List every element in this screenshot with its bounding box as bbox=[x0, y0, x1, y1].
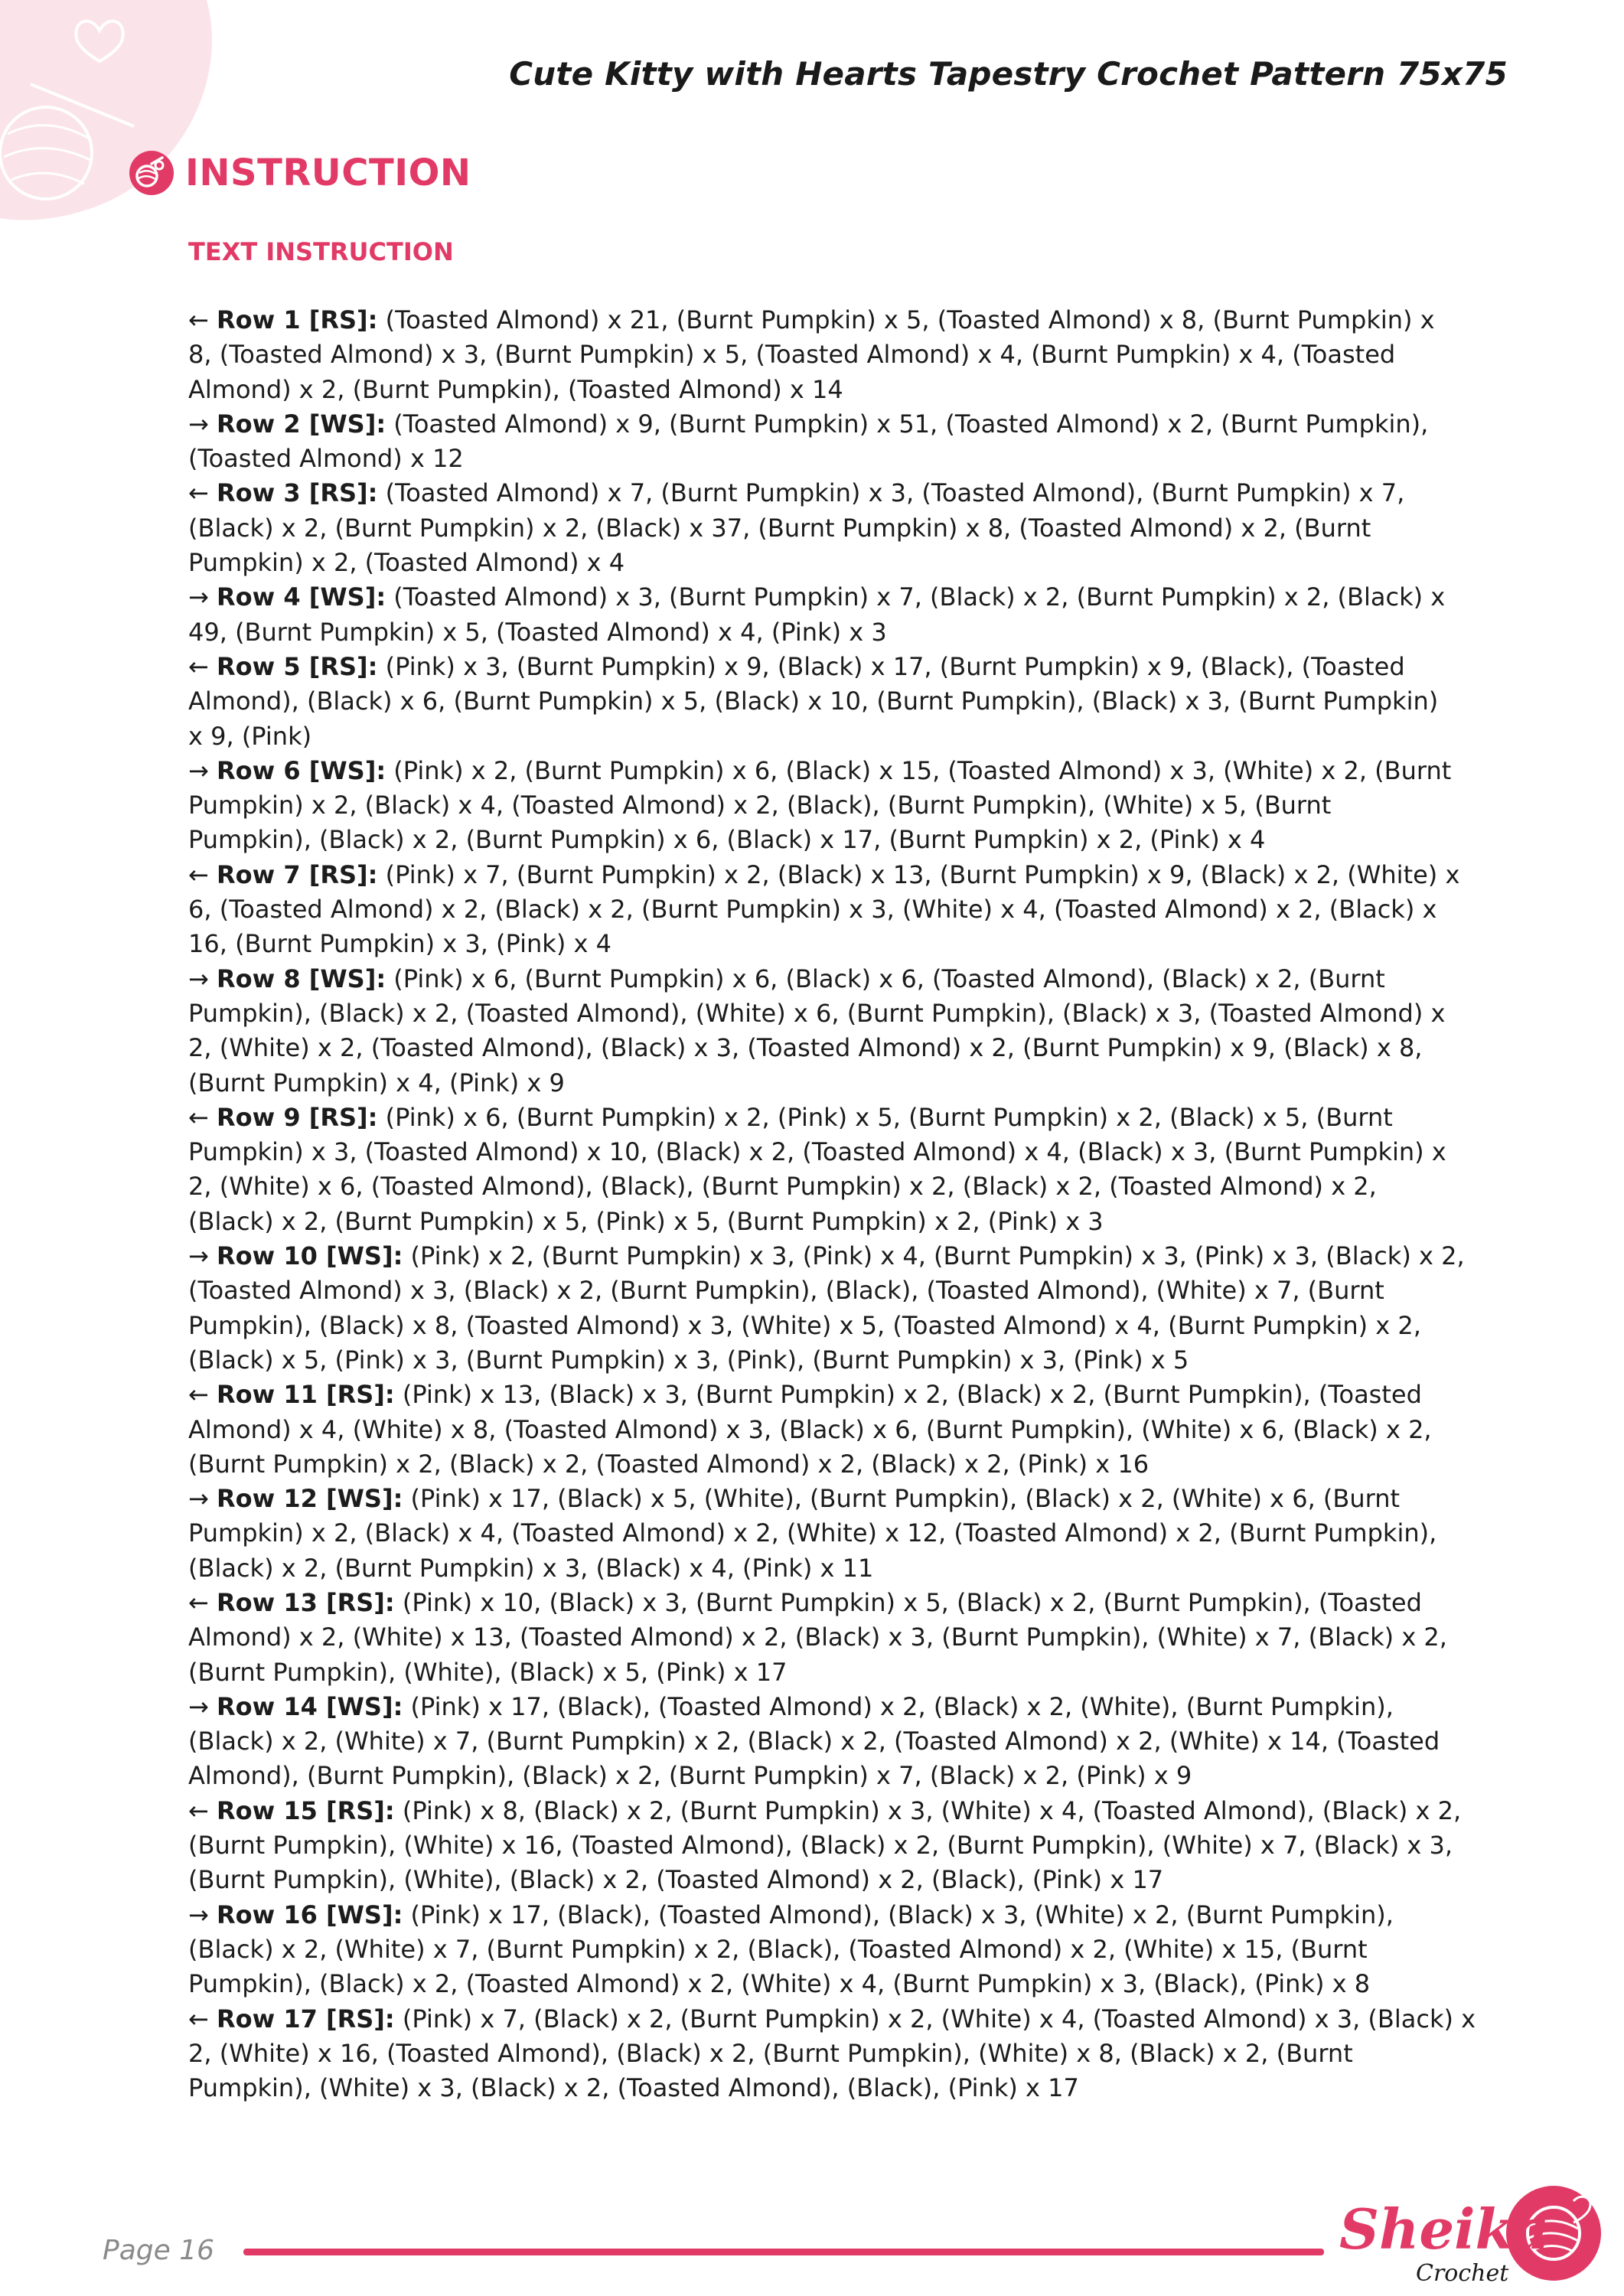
row-text: (Burnt Pumpkin) x 2, (Black) x 2, (Toasted Almond) x 2, (Black) x 2, (Pink) x 16 bbox=[188, 1449, 1150, 1479]
row-text: Pumpkin) x 3, (Toasted Almond) x 10, (Black) x 2, (Toasted Almond) x 4, (Black) x 3, (Burnt Pumpkin) x bbox=[188, 1137, 1446, 1167]
instruction-row-continuation bbox=[188, 1759, 1413, 1793]
instruction-row bbox=[188, 754, 1452, 788]
row-text: (Pink) x 17, (Black) x 5, (White), (Burnt Pumpkin), (Black) x 2, (White) x 6, (Burnt bbox=[403, 1484, 1401, 1514]
row-label: Row 11 [RS]: bbox=[216, 1380, 395, 1410]
instruction-row bbox=[188, 1482, 1413, 1516]
subsection-title: TEXT INSTRUCTION bbox=[188, 237, 454, 266]
row-text: (Toasted Almond) x 9, (Burnt Pumpkin) x 51, (Toasted Almond) x 2, (Burnt Pumpkin), bbox=[386, 409, 1429, 439]
instruction-row-continuation bbox=[188, 1516, 1437, 1551]
row-label: Row 4 [WS]: bbox=[216, 582, 386, 612]
arrow-left-icon: ← bbox=[188, 478, 209, 508]
row-text: 49, (Burnt Pumpkin) x 5, (Toasted Almond) x 4, (Pink) x 3 bbox=[188, 617, 887, 647]
row-label: Row 3 [RS]: bbox=[216, 478, 378, 508]
instruction-row-continuation bbox=[188, 373, 1413, 407]
row-text: 2, (White) x 6, (Toasted Almond), (Black), (Burnt Pumpkin) x 2, (Black) x 2, (Toasted Almond) x 2, bbox=[188, 1172, 1377, 1202]
row-label: Row 16 [WS]: bbox=[216, 1900, 403, 1929]
row-label: Row 6 [WS]: bbox=[216, 755, 386, 785]
instruction-row-continuation bbox=[188, 442, 1413, 476]
row-text: Almond) x 2, (White) x 13, (Toasted Almond) x 2, (Black) x 3, (Burnt Pumpkin), (White) x 7, (Black) x 2, bbox=[188, 1623, 1447, 1652]
row-text: (Burnt Pumpkin), (White) x 16, (Toasted Almond), (Black) x 2, (Burnt Pumpkin), (White) x 7, (Black) x 3, bbox=[188, 1831, 1453, 1861]
instruction-row-continuation bbox=[188, 1932, 1413, 1967]
footer-divider bbox=[243, 2249, 1324, 2255]
instruction-row-continuation bbox=[188, 788, 1413, 823]
row-text: Pumpkin), (Black) x 2, (Toasted Almond) x 2, (White) x 4, (Burnt Pumpkin) x 3, (Black), (Pink) x 8 bbox=[188, 1969, 1371, 1999]
arrow-left-icon: ← bbox=[188, 2004, 209, 2033]
row-text: (Pink) x 7, (Burnt Pumpkin) x 2, (Black) x 13, (Burnt Pumpkin) x 9, (Black) x 2, (White) x bbox=[377, 859, 1460, 889]
row-text: (Toasted Almond) x 21, (Burnt Pumpkin) x 5, (Toasted Almond) x 8, (Burnt Pumpkin) x bbox=[377, 305, 1435, 334]
row-text: (Toasted Almond) x 12 bbox=[188, 444, 464, 474]
instruction-row-continuation bbox=[188, 1828, 1453, 1863]
arrow-right-icon: → bbox=[188, 1691, 209, 1721]
instruction-row-continuation bbox=[188, 1066, 1413, 1101]
row-text: 2, (White) x 2, (Toasted Almond), (Black) x 3, (Toasted Almond) x 2, (Burnt Pumpkin) x 9, (Black) x 8, bbox=[188, 1033, 1423, 1063]
yarn-hook-icon bbox=[129, 150, 174, 196]
row-label: Row 1 [RS]: bbox=[216, 305, 378, 334]
instruction-row-continuation bbox=[188, 511, 1413, 546]
row-text: (Toasted Almond) x 3, (Black) x 2, (Burnt Pumpkin), (Black), (Toasted Almond), (White) x 7, (Burnt bbox=[188, 1276, 1384, 1306]
instruction-row bbox=[188, 650, 1413, 684]
arrow-right-icon: → bbox=[188, 582, 209, 612]
row-text: (Black) x 2, (Burnt Pumpkin) x 2, (Black) x 37, (Burnt Pumpkin) x 8, (Toasted Almond) x 2, (Burnt bbox=[188, 513, 1371, 543]
arrow-left-icon: ← bbox=[188, 1380, 209, 1410]
row-text: x 9, (Pink) bbox=[188, 721, 312, 751]
row-text: Pumpkin), (Black) x 8, (Toasted Almond) x 3, (White) x 5, (Toasted Almond) x 4, (Burnt Pumpkin) x 2, bbox=[188, 1310, 1421, 1340]
instruction-row-continuation bbox=[188, 1863, 1413, 1897]
row-text: (Pink) x 2, (Burnt Pumpkin) x 6, (Black) x 15, (Toasted Almond) x 3, (White) x 2, (Burnt bbox=[386, 755, 1452, 785]
row-text: (Black) x 2, (White) x 7, (Burnt Pumpkin) x 2, (Black), (Toasted Almond) x 2, (White) x 15, (Burnt bbox=[188, 1934, 1368, 1964]
instruction-row-continuation bbox=[188, 1031, 1423, 1065]
arrow-left-icon: ← bbox=[188, 651, 209, 681]
instruction-row bbox=[188, 962, 1413, 996]
row-text: (Pink) x 2, (Burnt Pumpkin) x 3, (Pink) x 4, (Burnt Pumpkin) x 3, (Pink) x 3, (Black) x 2, bbox=[403, 1241, 1465, 1271]
row-label: Row 10 [WS]: bbox=[216, 1241, 403, 1271]
instruction-row-continuation bbox=[188, 1620, 1447, 1655]
instruction-row-continuation bbox=[188, 1205, 1413, 1239]
arrow-left-icon: ← bbox=[188, 1795, 209, 1825]
arrow-right-icon: → bbox=[188, 755, 209, 785]
row-label: Row 12 [WS]: bbox=[216, 1484, 403, 1514]
row-text: Almond), (Burnt Pumpkin), (Black) x 2, (Burnt Pumpkin) x 7, (Black) x 2, (Pink) x 9 bbox=[188, 1761, 1192, 1791]
row-text: Pumpkin) x 2, (Black) x 4, (Toasted Almond) x 2, (Black), (Burnt Pumpkin), (White) x 5, (Burnt bbox=[188, 791, 1332, 820]
instruction-row-continuation bbox=[188, 892, 1437, 927]
row-text: (Pink) x 6, (Burnt Pumpkin) x 2, (Pink) x 5, (Burnt Pumpkin) x 2, (Black) x 5, (Burnt bbox=[377, 1102, 1393, 1132]
instruction-row-continuation bbox=[188, 1169, 1413, 1204]
instruction-row-continuation bbox=[188, 1274, 1413, 1308]
row-label: Row 8 [WS]: bbox=[216, 964, 386, 993]
instruction-row bbox=[188, 1101, 1413, 1135]
row-text: (Pink) x 6, (Burnt Pumpkin) x 6, (Black) x 6, (Toasted Almond), (Black) x 2, (Burnt bbox=[386, 964, 1385, 993]
row-text: (Toasted Almond) x 7, (Burnt Pumpkin) x 3, (Toasted Almond), (Burnt Pumpkin) x 7, bbox=[377, 478, 1405, 508]
arrow-right-icon: → bbox=[188, 409, 209, 439]
row-text: (Pink) x 10, (Black) x 3, (Burnt Pumpkin) x 5, (Black) x 2, (Burnt Pumpkin), (Toasted bbox=[394, 1587, 1422, 1617]
instruction-row bbox=[188, 1239, 1465, 1274]
instruction-row bbox=[188, 858, 1460, 892]
row-text: Almond) x 4, (White) x 8, (Toasted Almond) x 3, (Black) x 6, (Burnt Pumpkin), (White) x 6, (Black) x 2, bbox=[188, 1414, 1432, 1444]
instruction-row-continuation bbox=[188, 823, 1413, 857]
page-number: Page 16 bbox=[103, 2235, 215, 2266]
instruction-row-continuation bbox=[188, 1655, 1413, 1690]
row-text: (Black) x 2, (Burnt Pumpkin) x 5, (Pink) x 5, (Burnt Pumpkin) x 2, (Pink) x 3 bbox=[188, 1206, 1104, 1236]
row-text: (Pink) x 17, (Black), (Toasted Almond), (Black) x 3, (White) x 2, (Burnt Pumpkin), bbox=[403, 1900, 1394, 1929]
row-text: (Pink) x 17, (Black), (Toasted Almond) x 2, (Black) x 2, (White), (Burnt Pumpkin), bbox=[403, 1691, 1394, 1721]
brand-wordmark: Sheika bbox=[1339, 2197, 1550, 2262]
row-text: (Burnt Pumpkin) x 4, (Pink) x 9 bbox=[188, 1068, 565, 1097]
instruction-row-continuation bbox=[188, 719, 1413, 754]
row-text: 6, (Toasted Almond) x 2, (Black) x 2, (Burnt Pumpkin) x 3, (White) x 4, (Toasted Almond) x 2, (Black) x bbox=[188, 895, 1437, 925]
instruction-row bbox=[188, 1378, 1422, 1412]
instruction-row-continuation bbox=[188, 1447, 1413, 1482]
arrow-right-icon: → bbox=[188, 1900, 209, 1929]
instruction-row bbox=[188, 303, 1435, 338]
brand-logo bbox=[1332, 2181, 1607, 2296]
row-text: Pumpkin), (Black) x 2, (Burnt Pumpkin) x 6, (Black) x 17, (Burnt Pumpkin) x 2, (Pink) x 4 bbox=[188, 825, 1266, 855]
arrow-left-icon: ← bbox=[188, 1102, 209, 1132]
row-text: (Burnt Pumpkin), (White), (Black) x 5, (Pink) x 17 bbox=[188, 1657, 788, 1687]
instruction-row-continuation bbox=[188, 1413, 1432, 1447]
row-label: Row 13 [RS]: bbox=[216, 1587, 395, 1617]
instruction-row bbox=[188, 580, 1446, 615]
document-title: Cute Kitty with Hearts Tapestry Crochet Pattern 75x75 bbox=[509, 55, 1508, 93]
row-label: Row 14 [WS]: bbox=[216, 1691, 403, 1721]
row-text: (Black) x 2, (Burnt Pumpkin) x 3, (Black) x 4, (Pink) x 11 bbox=[188, 1553, 874, 1583]
instruction-row bbox=[188, 2002, 1476, 2037]
instruction-row-continuation bbox=[188, 2071, 1413, 2105]
row-text: Pumpkin) x 2, (Black) x 4, (Toasted Almond) x 2, (White) x 12, (Toasted Almond) x 2, (Burnt Pumpkin), bbox=[188, 1518, 1437, 1548]
instruction-row-continuation bbox=[188, 1309, 1421, 1343]
row-text: (Black) x 2, (White) x 7, (Burnt Pumpkin) x 2, (Black) x 2, (Toasted Almond) x 2, (White) x 14, (Toasted bbox=[188, 1727, 1440, 1756]
instruction-row bbox=[188, 1690, 1413, 1724]
row-text: Pumpkin), (Black) x 2, (Toasted Almond), (White) x 6, (Burnt Pumpkin), (Black) x 3, (Toasted Almond) x bbox=[188, 998, 1446, 1028]
row-label: Row 9 [RS]: bbox=[216, 1102, 378, 1132]
row-text: (Pink) x 3, (Burnt Pumpkin) x 9, (Black) x 17, (Burnt Pumpkin) x 9, (Black), (Toasted bbox=[377, 651, 1405, 681]
row-text: 2, (White) x 16, (Toasted Almond), (Black) x 2, (Burnt Pumpkin), (White) x 8, (Black) x 2, (Burnt bbox=[188, 2038, 1353, 2068]
brand-subtitle: Crochet bbox=[1416, 2260, 1509, 2287]
row-label: Row 2 [WS]: bbox=[216, 409, 386, 439]
instruction-row bbox=[188, 407, 1429, 442]
arrow-left-icon: ← bbox=[188, 1587, 209, 1617]
row-text: (Pink) x 13, (Black) x 3, (Burnt Pumpkin) x 2, (Black) x 2, (Burnt Pumpkin), (Toasted bbox=[394, 1380, 1422, 1410]
instruction-row-continuation bbox=[188, 1343, 1413, 1378]
row-text: Pumpkin) x 2, (Toasted Almond) x 4 bbox=[188, 548, 625, 578]
arrow-left-icon: ← bbox=[188, 305, 209, 334]
instruction-row-continuation bbox=[188, 1724, 1440, 1759]
row-label: Row 7 [RS]: bbox=[216, 859, 378, 889]
row-text: (Black) x 5, (Pink) x 3, (Burnt Pumpkin) x 3, (Pink), (Burnt Pumpkin) x 3, (Pink) x 5 bbox=[188, 1345, 1189, 1375]
row-label: Row 17 [RS]: bbox=[216, 2004, 395, 2033]
instruction-row bbox=[188, 1586, 1422, 1620]
instruction-list bbox=[188, 303, 1476, 2105]
section-heading bbox=[129, 150, 471, 196]
instruction-row-continuation bbox=[188, 927, 1413, 961]
row-text: Almond), (Black) x 6, (Burnt Pumpkin) x 5, (Black) x 10, (Burnt Pumpkin), (Black) x 3, (Burnt Pumpkin) bbox=[188, 687, 1439, 716]
arrow-left-icon: ← bbox=[188, 859, 209, 889]
instruction-row bbox=[188, 1794, 1462, 1828]
row-text: (Pink) x 8, (Black) x 2, (Burnt Pumpkin) x 3, (White) x 4, (Toasted Almond), (Black) x 2, bbox=[394, 1795, 1462, 1825]
instruction-row-continuation bbox=[188, 996, 1446, 1031]
row-text: Pumpkin), (White) x 3, (Black) x 2, (Toasted Almond), (Black), (Pink) x 17 bbox=[188, 2073, 1079, 2103]
arrow-right-icon: → bbox=[188, 1484, 209, 1514]
instruction-row-continuation bbox=[188, 1551, 1413, 1586]
section-title: INSTRUCTION bbox=[185, 152, 471, 194]
instruction-row-continuation bbox=[188, 546, 1413, 580]
row-text: (Burnt Pumpkin), (White), (Black) x 2, (Toasted Almond) x 2, (Black), (Pink) x 17 bbox=[188, 1865, 1164, 1895]
row-text: 8, (Toasted Almond) x 3, (Burnt Pumpkin) x 5, (Toasted Almond) x 4, (Burnt Pumpkin) x 4, (Toasted bbox=[188, 340, 1396, 370]
instruction-row bbox=[188, 476, 1413, 510]
instruction-row bbox=[188, 1898, 1413, 1932]
arrow-right-icon: → bbox=[188, 964, 209, 993]
arrow-right-icon: → bbox=[188, 1241, 209, 1271]
instruction-row-continuation bbox=[188, 684, 1439, 719]
row-text: Almond) x 2, (Burnt Pumpkin), (Toasted Almond) x 14 bbox=[188, 374, 843, 404]
row-label: Row 15 [RS]: bbox=[216, 1795, 395, 1825]
instruction-row-continuation bbox=[188, 1135, 1446, 1169]
row-text: (Pink) x 7, (Black) x 2, (Burnt Pumpkin) x 2, (White) x 4, (Toasted Almond) x 3, (Black) x bbox=[394, 2004, 1476, 2033]
instruction-row-continuation bbox=[188, 338, 1413, 372]
instruction-row-continuation bbox=[188, 615, 1413, 650]
instruction-row-continuation bbox=[188, 2037, 1413, 2071]
row-label: Row 5 [RS]: bbox=[216, 651, 378, 681]
row-text: (Toasted Almond) x 3, (Burnt Pumpkin) x 7, (Black) x 2, (Burnt Pumpkin) x 2, (Black) x bbox=[386, 582, 1446, 612]
instruction-row-continuation bbox=[188, 1967, 1413, 2001]
row-text: 16, (Burnt Pumpkin) x 3, (Pink) x 4 bbox=[188, 929, 611, 959]
